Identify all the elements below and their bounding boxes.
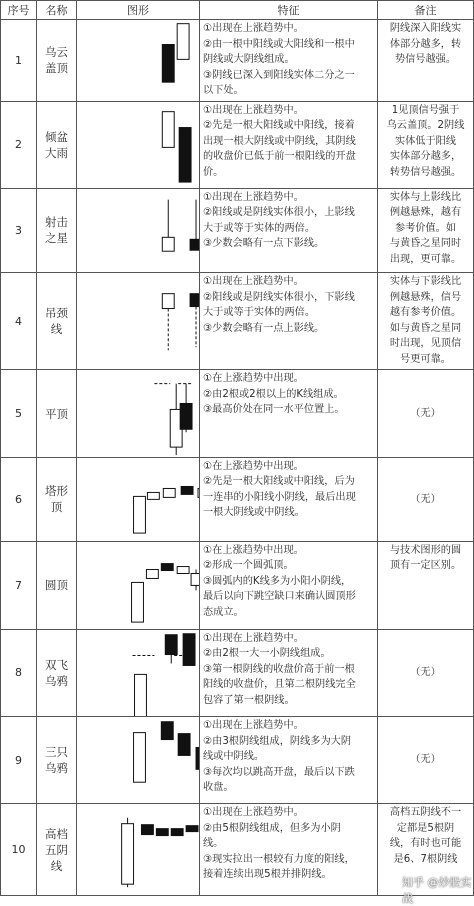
pattern-features	[200, 370, 378, 458]
feature-line: ②阳线或是阴线实体很小，下影线	[203, 291, 355, 303]
note-line: 1见顶信号强于	[391, 104, 460, 116]
row-number: 7	[1, 541, 37, 629]
note-line: 出现，更可靠。	[389, 253, 462, 265]
pattern-name	[37, 273, 77, 370]
bullish-candle-body	[146, 569, 158, 578]
feature-line: ③现实拉出一根较有力度的阳线，	[203, 853, 355, 865]
bearish-candle-body	[180, 404, 192, 430]
row-number: 4	[1, 273, 37, 370]
bearish-candle-body	[183, 633, 195, 665]
feature-line: ②由2根一大一小阴线组成。	[203, 648, 331, 659]
feature-line: ②阳线或是阴线实体很小，上影线	[203, 207, 355, 219]
bullish-candle-body	[162, 111, 174, 147]
note-line: 实体与上影线比	[389, 191, 462, 203]
row-number: 6	[1, 457, 37, 541]
bullish-candle-body	[191, 573, 199, 585]
bearish-candle-body	[181, 486, 193, 494]
note-line: 与黄昏之星同时	[389, 238, 462, 250]
watermark: 知乎 @炒股实战	[402, 876, 472, 905]
candlestick-figure	[77, 189, 199, 273]
pattern-note	[378, 457, 474, 541]
pattern-name	[37, 20, 77, 102]
feature-line: 态成立。	[203, 606, 244, 618]
candlestick-figure	[77, 102, 199, 188]
feature-line: 包容了第一根阴线。	[203, 694, 295, 706]
note-line: （无）	[410, 493, 441, 505]
note-line: （无）	[410, 407, 441, 419]
pattern-features	[200, 20, 378, 102]
header-feature: 特征	[200, 1, 378, 20]
feature-line: ①出现在上涨趋势中。	[203, 23, 304, 34]
feature-line: ③最高价处在同一水平位置上。	[203, 404, 345, 416]
note-line: 与技术图形的圆	[389, 544, 462, 556]
note-line: 号更可靠。	[400, 353, 451, 365]
feature-line: 线。	[203, 838, 224, 850]
pattern-note	[378, 629, 474, 717]
pattern-note	[378, 273, 474, 370]
feature-line: ①出现在上涨趋势中。	[203, 720, 304, 732]
pattern-row	[1, 717, 474, 804]
dark-cloud-cover-pattern	[77, 20, 200, 102]
feature-line: ②由3根阴线组成，阴线多为大阴	[203, 735, 352, 747]
feature-line: ①出现在上涨趋势中。	[203, 191, 304, 203]
feature-line: ③少数会略有一点上影线。	[203, 322, 325, 334]
feature-line: 以下处。	[203, 85, 244, 96]
header-row	[1, 1, 474, 20]
note-line: 顶有一定区别。	[389, 560, 462, 572]
pouring-rain-pattern	[77, 101, 200, 188]
note-line: 如与黄昏之星同	[389, 322, 462, 334]
note-line: （无）	[410, 667, 441, 679]
candlestick-figure	[77, 717, 199, 803]
bearish-candle-body	[179, 127, 191, 182]
bullish-candle-body	[134, 496, 146, 533]
feature-line: ①出现在上涨趋势中。	[203, 632, 304, 644]
row-number: 5	[1, 370, 37, 458]
note-line: 体部分越多，转	[389, 38, 462, 50]
row-number: 8	[1, 629, 37, 717]
pattern-row	[1, 541, 474, 629]
feature-line: ②由5根阴线组成，但多为小阴	[203, 822, 341, 834]
pattern-note	[378, 541, 474, 629]
bearish-candle-body	[186, 826, 198, 832]
pattern-note	[378, 717, 474, 804]
bearish-candle-body	[171, 829, 183, 836]
pattern-row	[1, 273, 474, 370]
pattern-name-line: 平顶	[45, 406, 68, 421]
pattern-row	[1, 20, 474, 102]
candlestick-figure	[77, 20, 199, 101]
hanging-man-pattern	[77, 273, 200, 370]
feature-line: 一根大阴线或中阴线。	[203, 507, 305, 519]
note-line: 例越悬殊，信号	[389, 291, 462, 303]
pattern-name-line: 乌云	[45, 45, 68, 60]
pattern-features	[200, 101, 378, 188]
bearish-candle-body	[190, 239, 199, 250]
feature-line: 最后以向下跳空缺口来确认圆顶形	[203, 591, 356, 603]
pattern-name-line: 高档	[45, 826, 68, 841]
pattern-features	[200, 541, 378, 629]
note-line: 例越悬殊，越有	[389, 207, 462, 219]
feature-line: 阴线或大阴线组成。	[203, 54, 295, 65]
pattern-features	[200, 188, 378, 273]
pattern-row	[1, 629, 474, 717]
pattern-name-line: 五阴	[45, 842, 68, 857]
pattern-row	[1, 370, 474, 458]
pattern-row	[1, 101, 474, 188]
note-line: 实体与下影线比	[389, 276, 462, 288]
pattern-name-line: 线	[50, 322, 63, 337]
pattern-features	[200, 629, 378, 717]
bullish-candle-body	[177, 24, 189, 60]
feature-line: ②先是一根大阳线或中阳线，接着	[203, 120, 355, 132]
note-line: 乌云盖顶。2阴线	[386, 120, 465, 132]
note-line: 时出现，见顶信	[389, 338, 462, 350]
header-figure: 图形	[77, 1, 200, 20]
candlestick-figure	[77, 542, 199, 629]
bullish-candle-body	[122, 824, 134, 885]
feature-line: 出现一根大阴线或中阴线，其阴线	[203, 135, 356, 147]
bearish-candle-body	[156, 829, 168, 836]
pattern-note	[378, 188, 474, 273]
pattern-name	[37, 101, 77, 188]
pattern-name-line: 倾盆	[45, 129, 68, 144]
feature-line: 大于或等于实体的两倍。	[203, 222, 316, 234]
pattern-features	[200, 717, 378, 804]
feature-line: ③圆弧内的K线多为小阳小阴线，	[203, 575, 352, 587]
note-line: 是6、7根阴线	[393, 853, 458, 865]
bearish-candle-body	[162, 44, 174, 82]
candlestick-figure	[77, 458, 199, 541]
two-crows-pattern	[77, 629, 200, 717]
pattern-features	[200, 804, 378, 896]
bullish-candle-body	[134, 733, 146, 783]
five-black-candles-pattern	[77, 804, 200, 896]
note-line: 实体部分越多，	[389, 151, 462, 163]
pattern-name-line: 乌鸦	[45, 761, 68, 776]
pattern-features	[200, 457, 378, 541]
pattern-name-line: 之星	[45, 231, 68, 246]
candlestick-figure	[77, 630, 199, 717]
header-no: 序号	[1, 1, 37, 20]
feature-line: ③每次均以跳高开盘，最后以下跌	[203, 766, 355, 778]
row-number: 9	[1, 717, 37, 804]
bearish-candle-body	[165, 634, 177, 654]
bullish-candle-body	[162, 237, 174, 251]
note-line: 阴线深入阳线实	[389, 23, 462, 34]
note-line: 转势信号越强。	[389, 166, 462, 178]
candlestick-figure	[77, 273, 199, 369]
pattern-name	[37, 717, 77, 804]
header-note: 备注	[378, 1, 474, 20]
candlestick-figure	[77, 804, 199, 895]
shooting-star-pattern	[77, 188, 200, 273]
bullish-candle-body	[147, 492, 159, 499]
pattern-name-line: 塔形	[45, 484, 68, 499]
candlestick-figure	[77, 370, 199, 457]
bearish-candle-body	[178, 734, 190, 756]
bullish-candle-body	[163, 488, 175, 497]
pattern-row	[1, 188, 474, 273]
bearish-candle-body	[141, 825, 153, 835]
pattern-name-line: 三只	[45, 745, 68, 760]
feature-line: ②由一根中阳线或大阳线和一根中	[203, 38, 355, 50]
row-number: 2	[1, 101, 37, 188]
feature-line: 的收盘价已低于前一根阳线的开盘	[203, 151, 356, 163]
feature-line: ①在上涨趋势中出现。	[203, 460, 304, 472]
pattern-name	[37, 370, 77, 458]
pattern-name	[37, 188, 77, 273]
pattern-row	[1, 457, 474, 541]
pattern-name-line: 圆顶	[45, 578, 68, 593]
pattern-name	[37, 541, 77, 629]
feature-line: ③少数会略有一点下影线。	[203, 238, 325, 250]
pattern-name-line: 吊颈	[45, 306, 68, 321]
pattern-name	[37, 457, 77, 541]
bearish-candle-body	[190, 294, 199, 307]
note-line: 越有参考价值。	[389, 307, 462, 319]
row-number: 1	[1, 20, 37, 102]
header-name: 名称	[37, 1, 77, 20]
feature-line: ①出现在上涨趋势中。	[203, 276, 304, 288]
pattern-name-line: 盖顶	[45, 61, 68, 76]
feature-line: ①在上涨趋势中出现。	[203, 373, 304, 385]
bearish-candle-body	[161, 563, 173, 570]
flat-top-pattern	[77, 370, 200, 458]
feature-line: ③阴线已深入到阳线实体二分之一	[203, 69, 355, 81]
feature-line: ①在上涨趋势中出现。	[203, 544, 304, 556]
bullish-candle-body	[198, 488, 199, 497]
feature-line: ①出现在上涨趋势中。	[203, 104, 304, 116]
pattern-note	[378, 20, 474, 102]
row-number: 3	[1, 188, 37, 273]
pattern-name	[37, 804, 77, 896]
pattern-name-line: 乌鸦	[45, 673, 68, 688]
three-crows-pattern	[77, 717, 200, 804]
pattern-name-line: 顶	[50, 500, 63, 515]
feature-line: 收盘。	[203, 782, 234, 794]
bullish-candle-body	[135, 674, 147, 716]
bullish-candle-body	[162, 294, 174, 309]
feature-line: ②先是一根大阳线或中阳线，后为	[203, 476, 355, 488]
tower-top-pattern	[77, 457, 200, 541]
note-line: 高档五阴线不一	[389, 807, 462, 819]
pattern-name	[37, 629, 77, 717]
bearish-candle-body	[161, 722, 173, 740]
bullish-candle-body	[177, 566, 189, 573]
feature-line: ①出现在上涨趋势中。	[203, 807, 304, 819]
note-line: 实体低于阳线	[394, 135, 457, 147]
row-number: 10	[1, 804, 37, 896]
note-line: （无）	[410, 754, 441, 766]
note-line: 势信号越强。	[394, 54, 457, 65]
pattern-features	[200, 273, 378, 370]
pattern-name-line: 射击	[45, 215, 68, 230]
feature-line: 价。	[203, 166, 224, 178]
feature-line: 一连串的小阳线小阴线，最后出现	[203, 491, 356, 503]
feature-line: 接着连续出现5根并排阴线。	[203, 869, 332, 881]
pattern-name-line: 大雨	[45, 145, 68, 160]
note-line: 定都是5根阴	[396, 822, 455, 834]
pattern-name-line: 线	[50, 858, 63, 873]
pattern-note	[378, 101, 474, 188]
pattern-note	[378, 370, 474, 458]
bearish-candle-body	[196, 748, 199, 770]
feature-line: 阳线的收盘价，且第二根阴线完全	[203, 679, 356, 690]
feature-line: 大于或等于实体的两倍。	[203, 307, 316, 319]
rounding-top-pattern	[77, 541, 200, 629]
feature-line: ②由2根或2根以上的K线组成。	[203, 388, 344, 400]
feature-line: ②形成一个圆弧顶。	[203, 560, 294, 572]
note-line: 参考价值。如	[394, 222, 457, 234]
pattern-name-line: 双飞	[45, 657, 68, 672]
feature-line: ③第一根阴线的收盘价高于前一根	[203, 663, 355, 675]
note-line: 线，有时也可能	[389, 838, 462, 850]
bullish-candle-body	[132, 582, 144, 622]
feature-line: 线或中阴线。	[203, 751, 265, 763]
